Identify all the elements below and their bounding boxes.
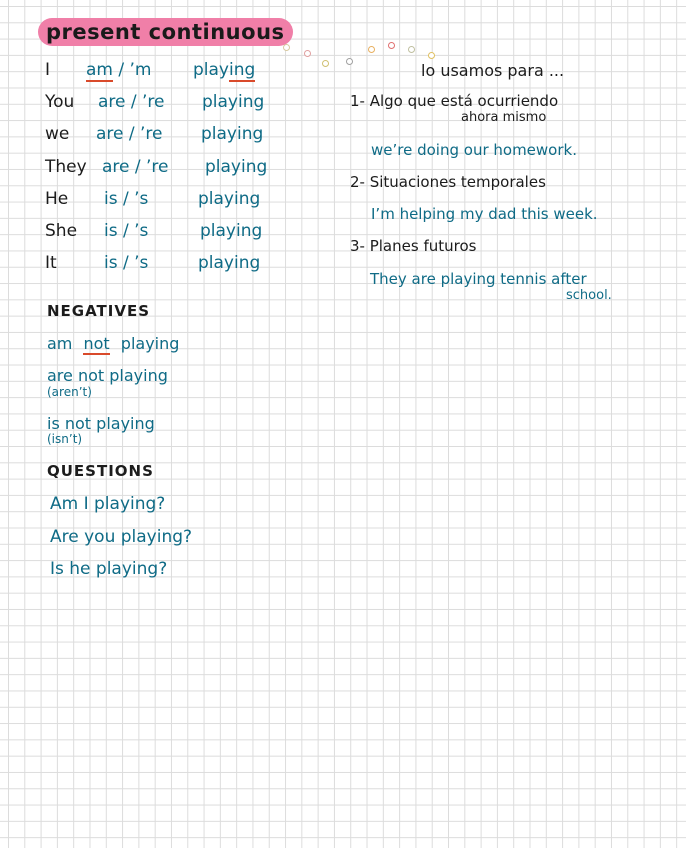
auxiliary — [86, 60, 151, 80]
verb-suffix: ing — [229, 60, 256, 80]
uses-heading: lo usamos para ... — [421, 61, 565, 80]
negative-contraction: (aren’t) — [47, 385, 92, 399]
verb: playing — [202, 92, 265, 112]
negative-line: are not playing — [47, 366, 168, 385]
use-label-continued: ahora mismo — [461, 110, 547, 125]
pronoun: They — [45, 157, 87, 177]
page-title: present continuous — [38, 18, 293, 46]
use-example-continued: school. — [566, 288, 612, 303]
pronoun: You — [45, 92, 75, 112]
verb — [193, 60, 255, 80]
question-item: Is he playing? — [50, 559, 168, 579]
questions-heading: QUESTIONS — [47, 462, 154, 480]
pronoun: we — [45, 124, 70, 144]
auxiliary: are / ’re — [102, 157, 169, 177]
verb: playing — [198, 253, 261, 273]
pronoun: She — [45, 221, 78, 241]
negatives-heading: NEGATIVES — [47, 302, 151, 320]
neg-not: not — [83, 334, 110, 353]
pronoun: It — [45, 253, 57, 273]
auxiliary: is / ’s — [104, 253, 149, 273]
auxiliary: is / ’s — [104, 189, 149, 209]
question-item: Are you playing? — [50, 527, 193, 547]
neg-verb: playing — [120, 334, 180, 353]
verb: playing — [205, 157, 268, 177]
auxiliary: is / ’s — [104, 221, 149, 241]
aux-contraction: / ’m — [112, 60, 152, 80]
use-example: They are playing tennis after — [370, 270, 587, 288]
use-label: 2- Situaciones temporales — [350, 173, 546, 191]
verb: playing — [200, 221, 263, 241]
auxiliary: are / ’re — [98, 92, 165, 112]
negative-contraction: (isn’t) — [47, 432, 83, 446]
negative-line: is not playing — [47, 414, 155, 433]
negative-line — [47, 334, 179, 353]
use-example: we’re doing our homework. — [371, 141, 577, 159]
verb: playing — [201, 124, 264, 144]
aux-am: am — [86, 60, 113, 80]
pronoun: I — [45, 60, 51, 80]
pronoun: He — [45, 189, 69, 209]
use-label: 3- Planes futuros — [350, 237, 477, 255]
neg-am: am — [47, 334, 73, 353]
use-label: 1- Algo que está ocurriendo — [350, 92, 559, 110]
use-example: I’m helping my dad this week. — [371, 205, 598, 223]
verb-root: play — [193, 60, 229, 80]
question-item: Am I playing? — [50, 494, 166, 514]
auxiliary: are / ’re — [96, 124, 163, 144]
verb: playing — [198, 189, 261, 209]
